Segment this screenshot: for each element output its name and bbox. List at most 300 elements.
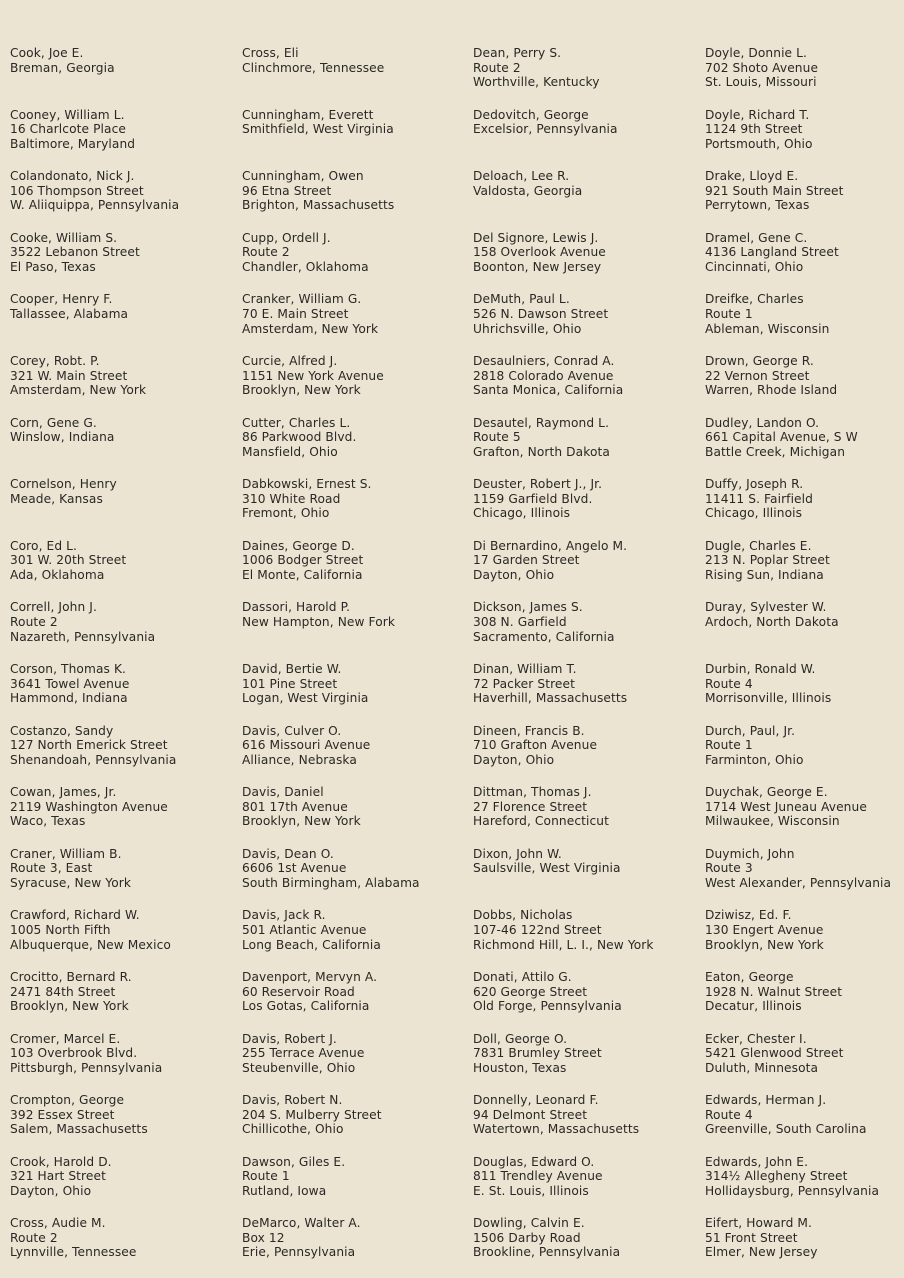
directory-entry — [10, 354, 242, 416]
entry-address-line: Route 5 — [473, 430, 521, 445]
entry-address-line: 17 Garden Street — [473, 553, 580, 568]
entry-name: Edwards, Herman J. — [705, 1093, 827, 1108]
entry-address-line: Route 4 — [705, 1107, 753, 1122]
entry-address-line: Elmer, New Jersey — [705, 1245, 818, 1260]
directory-entry — [10, 1032, 242, 1094]
entry-name: Dineen, Francis B. — [473, 723, 585, 738]
entry-address-line: Route 4 — [705, 676, 753, 691]
entry-address-line: Erie, Pennsylvania — [242, 1245, 356, 1260]
entry-address-line: 661 Capital Avenue, S W — [705, 430, 858, 445]
entry-address-line: 11411 S. Fairfield — [705, 491, 813, 506]
directory-entry — [10, 416, 242, 478]
entry-name: Davis, Jack R. — [242, 908, 326, 923]
entry-address-line: 27 Florence Street — [473, 799, 588, 814]
entry-name: Durbin, Ronald W. — [705, 661, 816, 676]
entry-address-line: Uhrichsville, Ohio — [473, 321, 582, 336]
entry-address-line: 7831 Brumley Street — [473, 1046, 602, 1061]
directory-entry — [473, 600, 705, 662]
entry-address-line: Dayton, Ohio — [10, 1183, 92, 1198]
directory-entry — [473, 416, 705, 478]
entry-name: Di Bernardino, Angelo M. — [473, 538, 628, 553]
entry-name: Doyle, Richard T. — [705, 107, 810, 122]
entry-address-line: 321 W. Main Street — [10, 368, 128, 383]
entry-address-line: 702 Shoto Avenue — [705, 60, 819, 75]
entry-name: Daines, George D. — [242, 538, 355, 553]
entry-address-line: Salem, Massachusetts — [10, 1122, 148, 1137]
entry-address-line: Ada, Oklahoma — [10, 567, 105, 582]
entry-address-line: 60 Reservoir Road — [242, 984, 355, 999]
entry-address-line: Waco, Texas — [10, 814, 86, 829]
directory-entry — [473, 1093, 705, 1155]
entry-address-line: Route 2 — [473, 60, 521, 75]
directory-entry — [242, 1216, 474, 1278]
entry-address-line: Logan, West Virginia — [242, 691, 369, 706]
entry-name: Davenport, Mervyn A. — [242, 969, 378, 984]
directory-entry — [10, 662, 242, 724]
entry-address-line: Ableman, Wisconsin — [705, 321, 830, 336]
entry-address-line: Greenville, South Carolina — [705, 1122, 867, 1137]
entry-address-line: Sacramento, California — [473, 629, 615, 644]
entry-name: Douglas, Edward O. — [473, 1154, 595, 1169]
entry-address-line: Pittsburgh, Pennsylvania — [10, 1060, 163, 1075]
directory-entry — [705, 477, 901, 539]
entry-address-line: Breman, Georgia — [10, 60, 115, 75]
entry-address-line: Santa Monica, California — [473, 383, 624, 398]
directory-entry — [705, 785, 901, 847]
entry-name: Duymich, John — [705, 846, 795, 861]
directory-entry — [10, 970, 242, 1032]
entry-address-line: Milwaukee, Wisconsin — [705, 814, 840, 829]
directory-entry — [242, 46, 474, 108]
entry-address-line: Old Forge, Pennsylvania — [473, 999, 622, 1014]
directory-column-4 — [705, 46, 901, 1278]
entry-name: Doll, George O. — [473, 1031, 568, 1046]
entry-address-line: 1151 New York Avenue — [242, 368, 384, 383]
entry-address-line: 314½ Allegheny Street — [705, 1169, 848, 1184]
entry-address-line: 1928 N. Walnut Street — [705, 984, 843, 999]
entry-name: Corey, Robt. P. — [10, 353, 100, 368]
entry-address-line: 106 Thompson Street — [10, 183, 144, 198]
entry-name: Crocitto, Bernard R. — [10, 969, 132, 984]
entry-address-line: Lynnville, Tennessee — [10, 1245, 137, 1260]
entry-address-line: 204 S. Mulberry Street — [242, 1107, 382, 1122]
entry-address-line: 94 Delmont Street — [473, 1107, 588, 1122]
entry-address-line: Brooklyn, New York — [242, 383, 361, 398]
entry-address-line: Brooklyn, New York — [242, 814, 361, 829]
entry-address-line: 3522 Lebanon Street — [10, 245, 140, 260]
entry-address-line: Excelsior, Pennsylvania — [473, 122, 618, 137]
directory-entry — [705, 1032, 901, 1094]
directory-entry — [242, 416, 474, 478]
entry-address-line: Route 2 — [10, 1230, 58, 1245]
entry-address-line: 22 Vernon Street — [705, 368, 810, 383]
directory-column-3 — [473, 46, 705, 1278]
entry-address-line: 51 Front Street — [705, 1230, 798, 1245]
directory-entry — [242, 1032, 474, 1094]
entry-name: Cook, Joe E. — [10, 46, 84, 60]
directory-entry — [242, 785, 474, 847]
entry-name: Desautel, Raymond L. — [473, 415, 610, 430]
directory-entry — [10, 539, 242, 601]
directory-entry — [10, 169, 242, 231]
entry-address-line: Tallassee, Alabama — [10, 306, 129, 321]
entry-address-line: 1714 West Juneau Avenue — [705, 799, 867, 814]
entry-name: Davis, Daniel — [242, 785, 324, 800]
entry-address-line: Smithfield, West Virginia — [242, 122, 394, 137]
entry-name: Cooney, William L. — [10, 107, 125, 122]
entry-address-line: Albuquerque, New Mexico — [10, 937, 171, 952]
directory-entry — [705, 847, 901, 909]
entry-name: DeMuth, Paul L. — [473, 292, 570, 307]
entry-address-line: Route 2 — [242, 245, 290, 260]
entry-address-line: 86 Parkwood Blvd. — [242, 430, 357, 445]
entry-address-line: Alliance, Nebraska — [242, 752, 357, 767]
directory-entry — [705, 970, 901, 1032]
entry-address-line: 921 South Main Street — [705, 183, 844, 198]
entry-address-line: 101 Pine Street — [242, 676, 338, 691]
entry-name: Ecker, Chester I. — [705, 1031, 807, 1046]
entry-address-line: Hammond, Indiana — [10, 691, 128, 706]
entry-name: Donnelly, Leonard F. — [473, 1093, 599, 1108]
directory-entry — [10, 1093, 242, 1155]
directory-entry — [242, 539, 474, 601]
entry-address-line: Brooklyn, New York — [10, 999, 129, 1014]
entry-name: Cromer, Marcel E. — [10, 1031, 121, 1046]
entry-address-line: Los Gotas, California — [242, 999, 370, 1014]
entry-name: Corn, Gene G. — [10, 415, 97, 430]
entry-address-line: 158 Overlook Avenue — [473, 245, 606, 260]
entry-address-line: Worthville, Kentucky — [473, 75, 600, 90]
directory-entry — [473, 354, 705, 416]
entry-name: Crawford, Richard W. — [10, 908, 140, 923]
entry-address-line: 72 Packer Street — [473, 676, 575, 691]
entry-address-line: Grafton, North Dakota — [473, 444, 610, 459]
entry-address-line: Ardoch, North Dakota — [705, 614, 839, 629]
entry-name: Correll, John J. — [10, 600, 97, 615]
entry-address-line: Farminton, Ohio — [705, 752, 804, 767]
entry-address-line: Meade, Kansas — [10, 491, 103, 506]
entry-address-line: Chillicothe, Ohio — [242, 1122, 344, 1137]
directory-entry — [10, 108, 242, 170]
entry-address-line: St. Louis, Missouri — [705, 75, 817, 90]
entry-name: Dramel, Gene C. — [705, 230, 808, 245]
entry-address-line: Syracuse, New York — [10, 875, 132, 890]
entry-name: Davis, Culver O. — [242, 723, 342, 738]
entry-name: Deloach, Lee R. — [473, 169, 570, 184]
directory-entry — [242, 908, 474, 970]
entry-name: Duffy, Joseph R. — [705, 477, 804, 492]
entry-name: Dziwisz, Ed. F. — [705, 908, 792, 923]
directory-entry — [242, 477, 474, 539]
entry-address-line: Haverhill, Massachusetts — [473, 691, 628, 706]
directory-entry — [473, 292, 705, 354]
entry-address-line: Route 1 — [705, 306, 753, 321]
directory-entry — [473, 46, 705, 108]
directory-entry — [705, 416, 901, 478]
entry-address-line: 1006 Bodger Street — [242, 553, 364, 568]
directory-entry — [705, 169, 901, 231]
entry-address-line: 70 E. Main Street — [242, 306, 349, 321]
entry-name: Drake, Lloyd E. — [705, 169, 799, 184]
entry-name: Dawson, Giles E. — [242, 1154, 346, 1169]
entry-address-line: Winslow, Indiana — [10, 430, 115, 445]
directory-entry — [242, 970, 474, 1032]
entry-address-line: 811 Trendley Avenue — [473, 1169, 603, 1184]
entry-address-line: Rutland, Iowa — [242, 1183, 327, 1198]
directory-entry — [473, 970, 705, 1032]
directory-entry — [242, 662, 474, 724]
entry-address-line: Nazareth, Pennsylvania — [10, 629, 156, 644]
entry-address-line: 4136 Langland Street — [705, 245, 839, 260]
entry-name: Duray, Sylvester W. — [705, 600, 827, 615]
entry-address-line: 710 Grafton Avenue — [473, 738, 598, 753]
directory-entry — [705, 354, 901, 416]
directory-entry — [10, 600, 242, 662]
entry-address-line: 127 North Emerick Street — [10, 738, 168, 753]
entry-address-line: El Paso, Texas — [10, 259, 96, 274]
entry-name: Crompton, George — [10, 1093, 125, 1108]
directory-entry — [473, 908, 705, 970]
directory-entry — [705, 908, 901, 970]
entry-address-line: Route 3, East — [10, 861, 93, 876]
directory-column-2 — [242, 46, 474, 1278]
entry-address-line: 501 Atlantic Avenue — [242, 922, 367, 937]
entry-address-line: Baltimore, Maryland — [10, 136, 136, 151]
entry-address-line: Morrisonville, Illinois — [705, 691, 832, 706]
entry-name: Dixon, John W. — [473, 846, 562, 861]
entry-address-line: Hareford, Connecticut — [473, 814, 609, 829]
entry-name: Davis, Robert J. — [242, 1031, 337, 1046]
entry-address-line: Portsmouth, Ohio — [705, 136, 813, 151]
entry-name: Dean, Perry S. — [473, 46, 562, 60]
entry-address-line: Chicago, Illinois — [705, 506, 803, 521]
directory-entry — [242, 724, 474, 786]
directory-entry — [242, 354, 474, 416]
entry-name: Durch, Paul, Jr. — [705, 723, 796, 738]
entry-address-line: Boonton, New Jersey — [473, 259, 602, 274]
entry-name: Eifert, Howard M. — [705, 1216, 812, 1231]
entry-address-line: 308 N. Garfield — [473, 614, 567, 629]
directory-entry — [705, 292, 901, 354]
directory-entry — [10, 908, 242, 970]
entry-name: David, Bertie W. — [242, 661, 342, 676]
entry-address-line: Duluth, Minnesota — [705, 1060, 819, 1075]
entry-address-line: Rising Sun, Indiana — [705, 567, 824, 582]
entry-name: Crook, Harold D. — [10, 1154, 112, 1169]
entry-name: Cross, Audie M. — [10, 1216, 106, 1231]
directory-entry — [473, 724, 705, 786]
directory-entry — [10, 1155, 242, 1217]
entry-address-line: 16 Charlcote Place — [10, 122, 126, 137]
entry-name: Dabkowski, Ernest S. — [242, 477, 372, 492]
directory-entry — [705, 1093, 901, 1155]
entry-address-line: Clinchmore, Tennessee — [242, 60, 385, 75]
entry-name: Cornelson, Henry — [10, 477, 117, 492]
entry-address-line: 213 N. Poplar Street — [705, 553, 830, 568]
entry-address-line: Dayton, Ohio — [473, 752, 555, 767]
entry-name: Dassori, Harold P. — [242, 600, 351, 615]
entry-address-line: 616 Missouri Avenue — [242, 738, 371, 753]
entry-name: Cutter, Charles L. — [242, 415, 351, 430]
entry-address-line: 5421 Glenwood Street — [705, 1046, 844, 1061]
entry-name: Duychak, George E. — [705, 785, 828, 800]
entry-address-line: 2471 84th Street — [10, 984, 116, 999]
entry-address-line: 2119 Washington Avenue — [10, 799, 168, 814]
directory-entry — [473, 785, 705, 847]
entry-name: Dedovitch, George — [473, 107, 589, 122]
entry-name: Colandonato, Nick J. — [10, 169, 135, 184]
entry-name: Cowan, James, Jr. — [10, 785, 117, 800]
entry-name: Doyle, Donnie L. — [705, 46, 807, 60]
entry-address-line: 2818 Colorado Avenue — [473, 368, 614, 383]
directory-entry — [473, 231, 705, 293]
entry-address-line: 1124 9th Street — [705, 122, 803, 137]
entry-address-line: Route 2 — [10, 614, 58, 629]
directory-entry — [242, 600, 474, 662]
entry-address-line: Decatur, Illinois — [705, 999, 802, 1014]
entry-address-line: West Alexander, Pennsylvania — [705, 875, 892, 890]
entry-address-line: Chandler, Oklahoma — [242, 259, 369, 274]
entry-address-line: 620 George Street — [473, 984, 588, 999]
entry-address-line: New Hampton, New Fork — [242, 614, 396, 629]
entry-name: Cunningham, Owen — [242, 169, 364, 184]
directory-entry — [10, 785, 242, 847]
directory-entry — [473, 662, 705, 724]
entry-address-line: Houston, Texas — [473, 1060, 567, 1075]
directory-entry — [473, 1216, 705, 1278]
entry-address-line: 1159 Garfield Blvd. — [473, 491, 593, 506]
entry-address-line: Richmond Hill, L. I., New York — [473, 937, 654, 952]
entry-address-line: 6606 1st Avenue — [242, 861, 347, 876]
entry-name: Dowling, Calvin E. — [473, 1216, 585, 1231]
entry-address-line: El Monte, California — [242, 567, 363, 582]
entry-name: Dugle, Charles E. — [705, 538, 812, 553]
entry-name: Dickson, James S. — [473, 600, 583, 615]
directory-entry — [242, 1155, 474, 1217]
entry-address-line: Watertown, Massachusetts — [473, 1122, 640, 1137]
entry-name: DeMarco, Walter A. — [242, 1216, 361, 1231]
directory-entry — [473, 539, 705, 601]
directory-entry — [242, 1093, 474, 1155]
entry-address-line: E. St. Louis, Illinois — [473, 1183, 589, 1198]
entry-name: Drown, George R. — [705, 353, 814, 368]
entry-address-line: Perrytown, Texas — [705, 198, 810, 213]
entry-name: Cranker, William G. — [242, 292, 362, 307]
directory-column-1 — [10, 46, 242, 1278]
entry-name: Donati, Attilo G. — [473, 969, 572, 984]
entry-address-line: 107-46 122nd Street — [473, 922, 602, 937]
directory-entry — [10, 847, 242, 909]
entry-name: Dinan, William T. — [473, 661, 577, 676]
directory-entry — [705, 662, 901, 724]
entry-address-line: W. Aliiquippa, Pennsylvania — [10, 198, 180, 213]
entry-name: Cupp, Ordell J. — [242, 230, 331, 245]
directory-entry — [473, 847, 705, 909]
entry-address-line: Long Beach, California — [242, 937, 381, 952]
entry-address-line: Mansfield, Ohio — [242, 444, 338, 459]
entry-address-line: 310 White Road — [242, 491, 341, 506]
entry-name: Cross, Eli — [242, 46, 299, 60]
entry-address-line: Shenandoah, Pennsylvania — [10, 752, 177, 767]
directory-entry — [242, 847, 474, 909]
directory-entry — [242, 108, 474, 170]
directory-entry — [705, 1155, 901, 1217]
entry-name: Cooke, William S. — [10, 230, 118, 245]
entry-name: Corson, Thomas K. — [10, 661, 127, 676]
entry-name: Costanzo, Sandy — [10, 723, 114, 738]
entry-address-line: 130 Engert Avenue — [705, 922, 824, 937]
entry-address-line: Battle Creek, Michigan — [705, 444, 846, 459]
entry-address-line: Route 1 — [242, 1169, 290, 1184]
entry-name: Deuster, Robert J., Jr. — [473, 477, 603, 492]
entry-name: Edwards, John E. — [705, 1154, 809, 1169]
entry-name: Cooper, Henry F. — [10, 292, 113, 307]
directory-entry — [705, 539, 901, 601]
entry-address-line: Saulsville, West Virginia — [473, 861, 621, 876]
entry-address-line: 3641 Towel Avenue — [10, 676, 130, 691]
entry-address-line: Box 12 — [242, 1230, 285, 1245]
entry-name: Eaton, George — [705, 969, 794, 984]
entry-address-line: Route 3 — [705, 861, 753, 876]
entry-address-line: Chicago, Illinois — [473, 506, 571, 521]
entry-address-line: 801 17th Avenue — [242, 799, 348, 814]
entry-name: Dudley, Landon O. — [705, 415, 820, 430]
directory-entry — [242, 231, 474, 293]
entry-address-line: 526 N. Dawson Street — [473, 306, 609, 321]
entry-address-line: Fremont, Ohio — [242, 506, 330, 521]
entry-address-line: Warren, Rhode Island — [705, 383, 838, 398]
entry-name: Dobbs, Nicholas — [473, 908, 573, 923]
entry-name: Cunningham, Everett — [242, 107, 374, 122]
directory-entry — [705, 108, 901, 170]
entry-address-line: Cincinnati, Ohio — [705, 259, 804, 274]
entry-name: Desaulniers, Conrad A. — [473, 353, 615, 368]
directory-entry — [10, 46, 242, 108]
directory-entry — [705, 46, 901, 108]
entry-address-line: Hollidaysburg, Pennsylvania — [705, 1183, 880, 1198]
entry-address-line: Brighton, Massachusetts — [242, 198, 395, 213]
directory-entry — [10, 724, 242, 786]
entry-address-line: 392 Essex Street — [10, 1107, 115, 1122]
entry-name: Dittman, Thomas J. — [473, 785, 592, 800]
directory-entry — [473, 1155, 705, 1217]
entry-address-line: 255 Terrace Avenue — [242, 1046, 365, 1061]
entry-name: Davis, Robert N. — [242, 1093, 343, 1108]
directory-entry — [10, 231, 242, 293]
entry-address-line: 1005 North Fifth — [10, 922, 111, 937]
entry-address-line: Brooklyn, New York — [705, 937, 824, 952]
directory-entry — [705, 600, 901, 662]
directory-entry — [242, 169, 474, 231]
entry-address-line: Brookline, Pennsylvania — [473, 1245, 621, 1260]
entry-address-line: South Birmingham, Alabama — [242, 875, 420, 890]
directory-entry — [10, 1216, 242, 1278]
directory-entry — [473, 477, 705, 539]
directory-entry — [705, 724, 901, 786]
entry-address-line: Dayton, Ohio — [473, 567, 555, 582]
entry-name: Davis, Dean O. — [242, 846, 334, 861]
entry-name: Coro, Ed L. — [10, 538, 77, 553]
directory-entry — [242, 292, 474, 354]
entry-address-line: Route 1 — [705, 738, 753, 753]
entry-address-line: 96 Etna Street — [242, 183, 332, 198]
entry-address-line: 1506 Darby Road — [473, 1230, 581, 1245]
entry-name: Curcie, Alfred J. — [242, 353, 338, 368]
directory-entry — [473, 108, 705, 170]
entry-address-line: Valdosta, Georgia — [473, 183, 583, 198]
directory-entry — [10, 292, 242, 354]
directory-entry — [473, 1032, 705, 1094]
